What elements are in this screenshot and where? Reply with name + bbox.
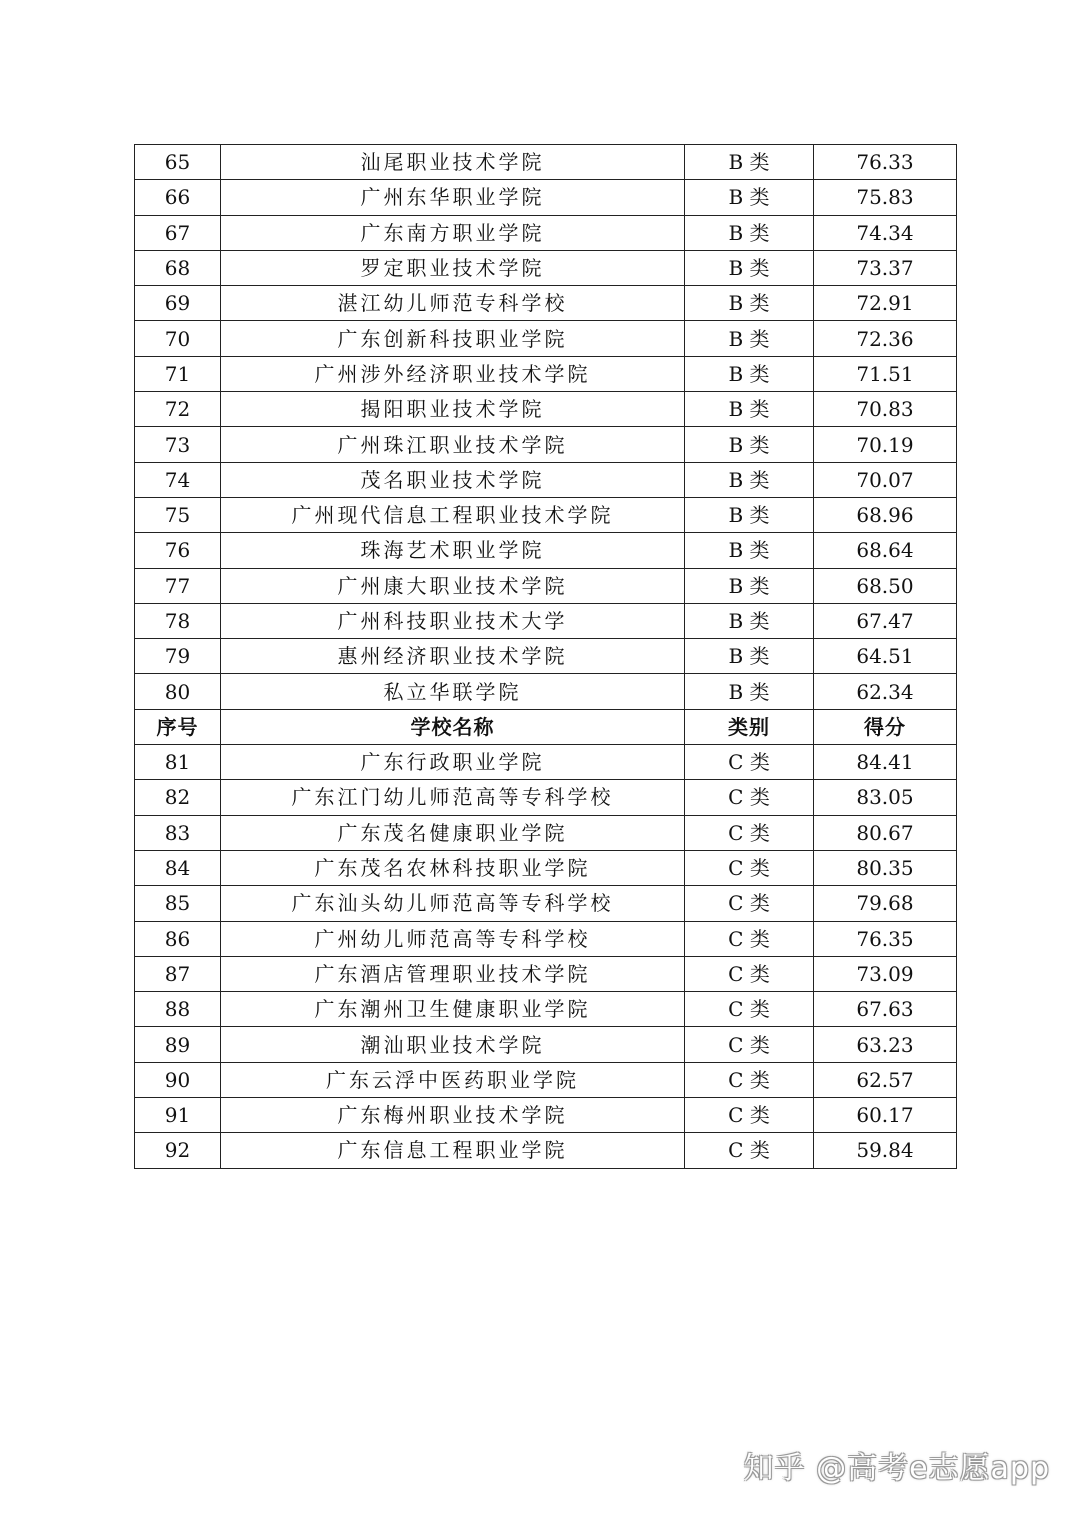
school-name-cell: 广州珠江职业技术学院 — [221, 427, 685, 462]
table-row — [135, 674, 957, 709]
row-number-cell: 84 — [135, 850, 221, 885]
table-row — [135, 745, 957, 780]
header-category-cell: 类别 — [685, 709, 814, 744]
category-cell: B 类 — [685, 180, 814, 215]
category-cell: B 类 — [685, 215, 814, 250]
row-number-cell: 74 — [135, 462, 221, 497]
category-cell: C 类 — [685, 1133, 814, 1168]
row-number-cell: 88 — [135, 992, 221, 1027]
score-cell: 71.51 — [814, 356, 957, 391]
table-row — [135, 145, 957, 180]
row-number-cell: 66 — [135, 180, 221, 215]
category-cell: B 类 — [685, 639, 814, 674]
table-row — [135, 215, 957, 250]
row-number-cell: 69 — [135, 286, 221, 321]
watermark: 知乎 @高考e志愿app — [743, 1451, 1050, 1486]
score-cell: 79.68 — [814, 886, 957, 921]
table-row — [135, 780, 957, 815]
school-name-cell: 广东云浮中医药职业学院 — [221, 1062, 685, 1097]
category-cell: C 类 — [685, 921, 814, 956]
row-number-cell: 72 — [135, 392, 221, 427]
school-name-cell: 湛江幼儿师范专科学校 — [221, 286, 685, 321]
row-number-cell: 70 — [135, 321, 221, 356]
row-number-cell: 75 — [135, 497, 221, 532]
score-cell: 70.83 — [814, 392, 957, 427]
row-number-cell: 85 — [135, 886, 221, 921]
table-row — [135, 250, 957, 285]
category-cell: B 类 — [685, 674, 814, 709]
table-row — [135, 639, 957, 674]
school-name-cell: 广东创新科技职业学院 — [221, 321, 685, 356]
school-name-cell: 茂名职业技术学院 — [221, 462, 685, 497]
school-name-cell: 私立华联学院 — [221, 674, 685, 709]
school-name-cell: 广东南方职业学院 — [221, 215, 685, 250]
score-cell: 72.91 — [814, 286, 957, 321]
score-cell: 64.51 — [814, 639, 957, 674]
school-name-cell: 广东潮州卫生健康职业学院 — [221, 992, 685, 1027]
row-number-cell: 76 — [135, 533, 221, 568]
row-number-cell: 78 — [135, 603, 221, 638]
table-row — [135, 886, 957, 921]
category-cell: B 类 — [685, 462, 814, 497]
category-cell: C 类 — [685, 956, 814, 991]
table-row — [135, 815, 957, 850]
school-name-cell: 揭阳职业技术学院 — [221, 392, 685, 427]
table-header-row — [135, 709, 957, 744]
table-row — [135, 321, 957, 356]
school-name-cell: 广州科技职业技术大学 — [221, 603, 685, 638]
row-number-cell: 68 — [135, 250, 221, 285]
category-cell: C 类 — [685, 1098, 814, 1133]
row-number-cell: 67 — [135, 215, 221, 250]
row-number-cell: 86 — [135, 921, 221, 956]
score-cell: 62.34 — [814, 674, 957, 709]
school-name-cell: 惠州经济职业技术学院 — [221, 639, 685, 674]
school-name-cell: 广东信息工程职业学院 — [221, 1133, 685, 1168]
table-row — [135, 462, 957, 497]
category-cell: B 类 — [685, 603, 814, 638]
header-school-name-cell: 学校名称 — [221, 709, 685, 744]
ranking-table — [134, 144, 957, 1169]
table-row — [135, 1133, 957, 1168]
school-name-cell: 广州幼儿师范高等专科学校 — [221, 921, 685, 956]
row-number-cell: 77 — [135, 568, 221, 603]
table-row — [135, 180, 957, 215]
school-name-cell: 广州康大职业技术学院 — [221, 568, 685, 603]
category-cell: B 类 — [685, 392, 814, 427]
score-cell: 70.19 — [814, 427, 957, 462]
table-row — [135, 1062, 957, 1097]
row-number-cell: 80 — [135, 674, 221, 709]
category-cell: C 类 — [685, 745, 814, 780]
table-row — [135, 1027, 957, 1062]
table-row — [135, 603, 957, 638]
school-name-cell: 广东茂名农林科技职业学院 — [221, 850, 685, 885]
table-row — [135, 533, 957, 568]
score-cell: 84.41 — [814, 745, 957, 780]
score-cell: 63.23 — [814, 1027, 957, 1062]
category-cell: B 类 — [685, 497, 814, 532]
score-cell: 70.07 — [814, 462, 957, 497]
row-number-cell: 92 — [135, 1133, 221, 1168]
score-cell: 59.84 — [814, 1133, 957, 1168]
row-number-cell: 91 — [135, 1098, 221, 1133]
school-name-cell: 广州涉外经济职业技术学院 — [221, 356, 685, 391]
score-cell: 73.09 — [814, 956, 957, 991]
ranking-sheet — [134, 144, 956, 1169]
school-name-cell: 广东茂名健康职业学院 — [221, 815, 685, 850]
score-cell: 67.63 — [814, 992, 957, 1027]
row-number-cell: 65 — [135, 145, 221, 180]
score-cell: 60.17 — [814, 1098, 957, 1133]
category-cell: C 类 — [685, 1027, 814, 1062]
row-number-cell: 90 — [135, 1062, 221, 1097]
score-cell: 80.35 — [814, 850, 957, 885]
school-name-cell: 广东酒店管理职业技术学院 — [221, 956, 685, 991]
score-cell: 62.57 — [814, 1062, 957, 1097]
score-cell: 73.37 — [814, 250, 957, 285]
score-cell: 76.33 — [814, 145, 957, 180]
score-cell: 80.67 — [814, 815, 957, 850]
school-name-cell: 潮汕职业技术学院 — [221, 1027, 685, 1062]
row-number-cell: 73 — [135, 427, 221, 462]
category-cell: B 类 — [685, 321, 814, 356]
score-cell: 67.47 — [814, 603, 957, 638]
table-row — [135, 286, 957, 321]
row-number-cell: 81 — [135, 745, 221, 780]
score-cell: 72.36 — [814, 321, 957, 356]
category-cell: B 类 — [685, 145, 814, 180]
score-cell: 76.35 — [814, 921, 957, 956]
table-row — [135, 921, 957, 956]
ranking-table-body — [135, 145, 957, 1169]
row-number-cell: 83 — [135, 815, 221, 850]
header-score-cell: 得分 — [814, 709, 957, 744]
category-cell: B 类 — [685, 533, 814, 568]
school-name-cell: 广东行政职业学院 — [221, 745, 685, 780]
score-cell: 75.83 — [814, 180, 957, 215]
school-name-cell: 广东江门幼儿师范高等专科学校 — [221, 780, 685, 815]
category-cell: C 类 — [685, 886, 814, 921]
category-cell: C 类 — [685, 780, 814, 815]
row-number-cell: 82 — [135, 780, 221, 815]
row-number-cell: 89 — [135, 1027, 221, 1062]
category-cell: C 类 — [685, 815, 814, 850]
table-row — [135, 1098, 957, 1133]
category-cell: B 类 — [685, 286, 814, 321]
score-cell: 68.96 — [814, 497, 957, 532]
row-number-cell: 87 — [135, 956, 221, 991]
table-row — [135, 568, 957, 603]
school-name-cell: 广州东华职业学院 — [221, 180, 685, 215]
table-row — [135, 956, 957, 991]
score-cell: 68.50 — [814, 568, 957, 603]
table-row — [135, 392, 957, 427]
score-cell: 74.34 — [814, 215, 957, 250]
category-cell: B 类 — [685, 427, 814, 462]
category-cell: C 类 — [685, 1062, 814, 1097]
table-row — [135, 992, 957, 1027]
score-cell: 68.64 — [814, 533, 957, 568]
category-cell: B 类 — [685, 568, 814, 603]
school-name-cell: 罗定职业技术学院 — [221, 250, 685, 285]
category-cell: C 类 — [685, 992, 814, 1027]
category-cell: B 类 — [685, 250, 814, 285]
row-number-cell: 71 — [135, 356, 221, 391]
header-row-number-cell: 序号 — [135, 709, 221, 744]
school-name-cell: 广东汕头幼儿师范高等专科学校 — [221, 886, 685, 921]
table-row — [135, 356, 957, 391]
table-row — [135, 427, 957, 462]
score-cell: 83.05 — [814, 780, 957, 815]
row-number-cell: 79 — [135, 639, 221, 674]
table-row — [135, 497, 957, 532]
school-name-cell: 广东梅州职业技术学院 — [221, 1098, 685, 1133]
school-name-cell: 广州现代信息工程职业技术学院 — [221, 497, 685, 532]
category-cell: C 类 — [685, 850, 814, 885]
table-row — [135, 850, 957, 885]
school-name-cell: 珠海艺术职业学院 — [221, 533, 685, 568]
category-cell: B 类 — [685, 356, 814, 391]
school-name-cell: 汕尾职业技术学院 — [221, 145, 685, 180]
